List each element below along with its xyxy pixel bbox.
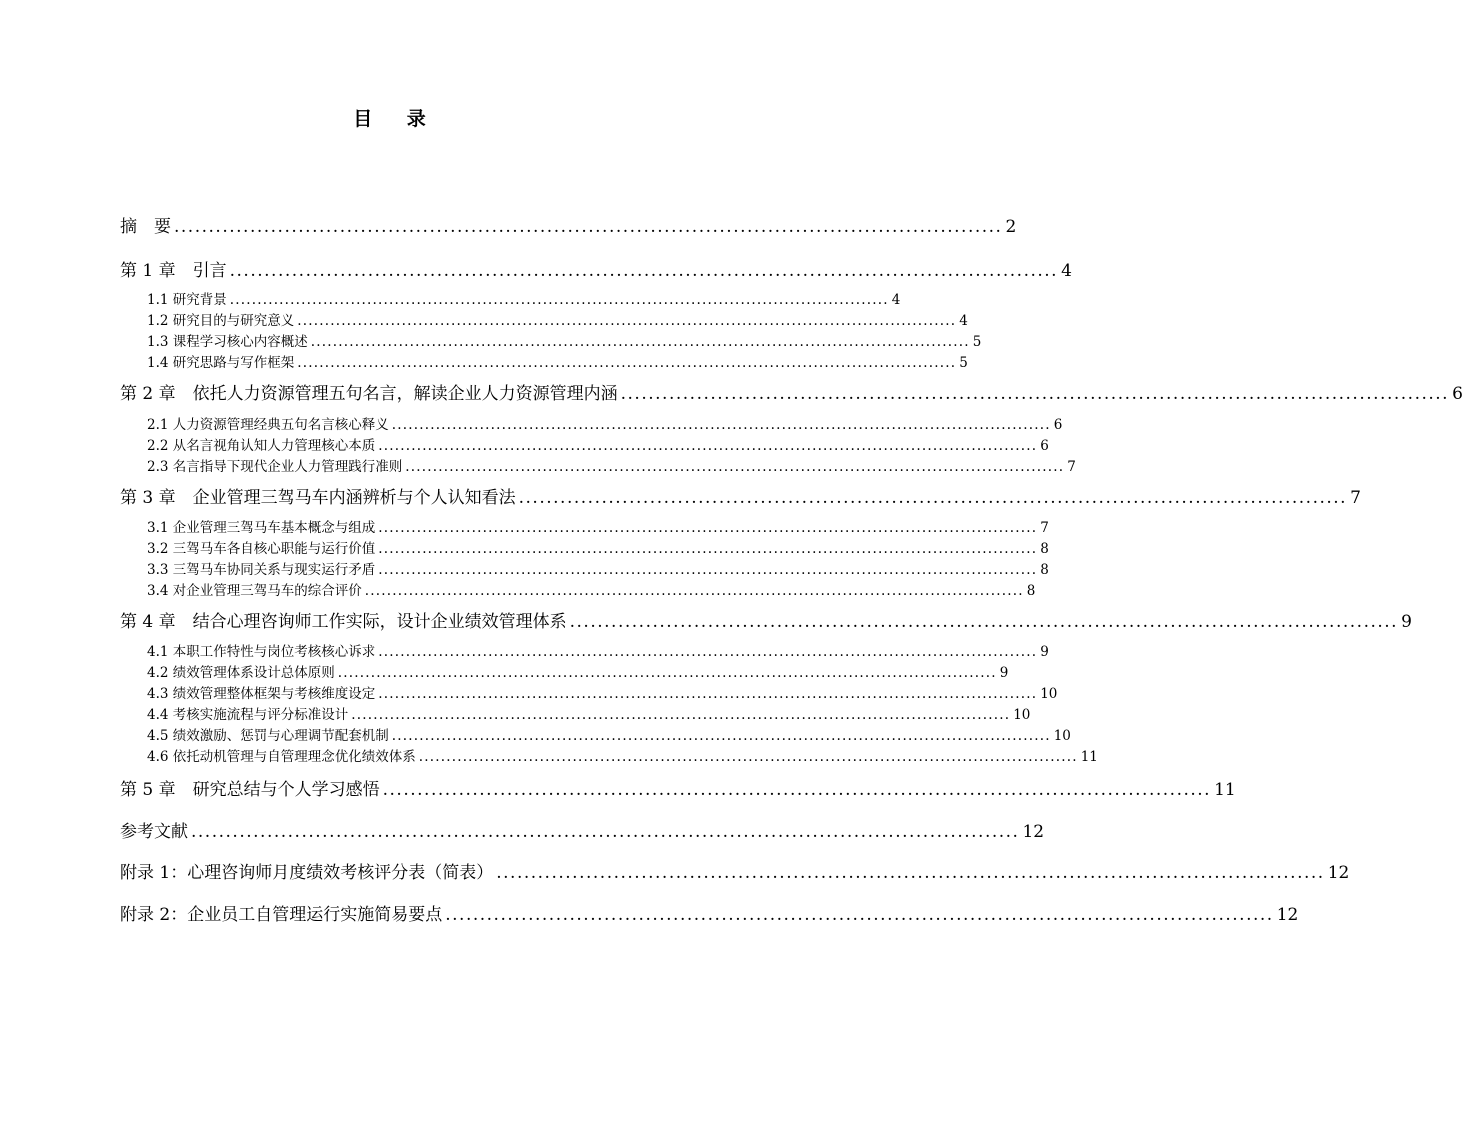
toc-entry-title: 1.4 研究思路与写作框架 (147, 355, 295, 371)
toc-entry-title: 4.4 考核实施流程与评分标准设计 (147, 707, 349, 723)
toc-leader-dots: ........................................................................................................................ (382, 780, 1212, 800)
toc-entry-title: 4.1 本职工作特性与岗位考核核心诉求 (147, 644, 376, 660)
toc-entry-title: 摘 要 (120, 217, 171, 237)
toc-entry-page: 6 (1452, 384, 1463, 404)
toc-entry-title: 第 2 章 依托人力资源管理五句名言，解读企业人力资源管理内涵 (120, 384, 618, 404)
toc-entry-page: 12 (1327, 863, 1350, 883)
toc-entry-title: 4.2 绩效管理体系设计总体原则 (147, 665, 335, 681)
toc-entry-title: 第 1 章 引言 (120, 261, 227, 281)
toc-entry-page: 7 (1350, 488, 1361, 508)
toc-entry-title: 4.3 绩效管理整体框架与考核维度设定 (147, 686, 376, 702)
toc-entry-page: 5 (959, 355, 968, 371)
toc-leader-dots: ........................................................................................................................ (569, 612, 1399, 632)
toc-leader-dots: ........................................................................................................................ (351, 707, 1011, 723)
toc-entry-title: 4.5 绩效激励、惩罚与心理调节配套机制 (147, 728, 389, 744)
toc-entry-title: 参考文献 (120, 822, 188, 842)
toc-leader-dots: ........................................................................................................................ (229, 261, 1059, 281)
toc-entry[interactable] (147, 745, 1098, 765)
toc-leader-dots: ........................................................................................................................ (378, 562, 1038, 578)
toc-entry[interactable] (120, 858, 1350, 883)
toc-leader-dots: ........................................................................................................................ (174, 217, 1003, 237)
toc-entry[interactable] (147, 682, 1058, 702)
toc-leader-dots: ........................................................................................................................ (337, 665, 997, 681)
toc-entry[interactable] (147, 558, 1049, 578)
toc-entry[interactable] (120, 607, 1412, 632)
toc-entry[interactable] (147, 537, 1049, 557)
toc-entry-page: 2 (1005, 217, 1017, 237)
toc-entry-page: 9 (999, 665, 1009, 681)
toc-leader-dots: ........................................................................................................................ (310, 334, 970, 350)
toc-entry[interactable] (147, 330, 982, 350)
toc-entry[interactable] (120, 817, 1045, 842)
toc-entry[interactable] (147, 351, 968, 371)
toc-leader-dots: ........................................................................................................................ (378, 686, 1038, 702)
toc-leader-dots: ........................................................................................................................ (391, 417, 1051, 433)
toc-leader-dots: ........................................................................................................................ (445, 905, 1274, 925)
toc-entry-page: 11 (1214, 780, 1236, 800)
toc-entry[interactable] (120, 775, 1236, 800)
toc-entry[interactable] (147, 455, 1076, 475)
toc-entry-page: 7 (1040, 520, 1049, 536)
toc-leader-dots: ........................................................................................................................ (229, 292, 889, 308)
toc-entry-title: 3.3 三驾马车协同关系与现实运行矛盾 (147, 562, 376, 578)
toc-entry-title: 1.2 研究目的与研究意义 (147, 313, 295, 329)
toc-entry-page: 8 (1040, 562, 1049, 578)
toc-leader-dots: ........................................................................................................................ (518, 488, 1348, 508)
toc-entry-page: 9 (1040, 644, 1049, 660)
toc-entry[interactable] (147, 640, 1049, 660)
toc-leader-dots: ........................................................................................................................ (378, 541, 1038, 557)
toc-entry-page: 4 (891, 292, 901, 308)
toc-entry-page: 12 (1022, 822, 1045, 842)
toc-entry-title: 3.4 对企业管理三驾马车的综合评价 (147, 583, 362, 599)
toc-entry-title: 2.3 名言指导下现代企业人力管理践行准则 (147, 459, 403, 475)
toc-entry-title: 1.3 课程学习核心内容概述 (147, 334, 308, 350)
toc-leader-dots: ........................................................................................................................ (418, 749, 1078, 765)
toc-entry[interactable] (147, 309, 968, 329)
toc-entry-page: 4 (1061, 261, 1072, 281)
toc-entry-page: 6 (1053, 417, 1063, 433)
toc-entry-page: 5 (972, 334, 982, 350)
toc-entry[interactable] (147, 724, 1071, 744)
toc-entry-page: 9 (1401, 612, 1412, 632)
toc-entry-page: 10 (1013, 707, 1031, 723)
toc-entry-page: 10 (1053, 728, 1071, 744)
toc-entry[interactable] (147, 434, 1049, 454)
toc-leader-dots: ........................................................................................................................ (364, 583, 1024, 599)
toc-entry-title: 1.1 研究背景 (147, 292, 227, 308)
toc-entry-title: 第 4 章 结合心理咨询师工作实际，设计企业绩效管理体系 (120, 612, 567, 632)
page-title: 目 录 (353, 108, 440, 130)
toc-leader-dots: ........................................................................................................................ (378, 644, 1038, 660)
toc-entry[interactable] (147, 703, 1031, 723)
toc-leader-dots: ........................................................................................................................ (191, 822, 1020, 842)
toc-entry-page: 4 (959, 313, 968, 329)
toc-leader-dots: ........................................................................................................................ (297, 313, 957, 329)
toc-entry-page: 7 (1067, 459, 1076, 475)
toc-entry[interactable] (147, 516, 1049, 536)
toc-entry[interactable] (120, 256, 1072, 281)
toc-leader-dots: ........................................................................................................................ (378, 438, 1038, 454)
toc-leader-dots: ........................................................................................................................ (297, 355, 957, 371)
toc-entry-page: 11 (1080, 749, 1098, 765)
toc-leader-dots: ........................................................................................................................ (378, 520, 1038, 536)
toc-entry-title: 第 5 章 研究总结与个人学习感悟 (120, 780, 380, 800)
toc-entry-title: 4.6 依托动机管理与自管理理念优化绩效体系 (147, 749, 416, 765)
toc-entry-title: 3.1 企业管理三驾马车基本概念与组成 (147, 520, 376, 536)
toc-entry[interactable] (147, 288, 901, 308)
toc-entry-title: 2.2 从名言视角认知人力管理核心本质 (147, 438, 376, 454)
toc-entry-title: 附录 2：企业员工自管理运行实施简易要点 (120, 905, 443, 925)
toc-leader-dots: ........................................................................................................................ (496, 863, 1325, 883)
toc-entry-page: 6 (1040, 438, 1049, 454)
toc-entry[interactable] (120, 900, 1299, 925)
toc-entry-title: 2.1 人力资源管理经典五句名言核心释义 (147, 417, 389, 433)
toc-entry-page: 10 (1040, 686, 1058, 702)
toc-entry[interactable] (120, 212, 1017, 237)
toc-leader-dots: ........................................................................................................................ (405, 459, 1065, 475)
toc-entry-title: 3.2 三驾马车各自核心职能与运行价值 (147, 541, 376, 557)
toc-entry[interactable] (147, 413, 1063, 433)
toc-entry[interactable] (147, 661, 1009, 681)
toc-entry-title: 第 3 章 企业管理三驾马车内涵辨析与个人认知看法 (120, 488, 516, 508)
toc-leader-dots: ........................................................................................................................ (620, 384, 1450, 404)
toc-entry-title: 附录 1：心理咨询师月度绩效考核评分表（简表） (120, 863, 494, 883)
toc-entry-page: 8 (1040, 541, 1049, 557)
toc-entry-page: 12 (1276, 905, 1299, 925)
toc-entry[interactable] (147, 579, 1036, 599)
toc-leader-dots: ........................................................................................................................ (391, 728, 1051, 744)
toc-entry[interactable] (120, 483, 1361, 508)
toc-entry-page: 8 (1026, 583, 1036, 599)
toc-entry[interactable] (120, 379, 1463, 404)
